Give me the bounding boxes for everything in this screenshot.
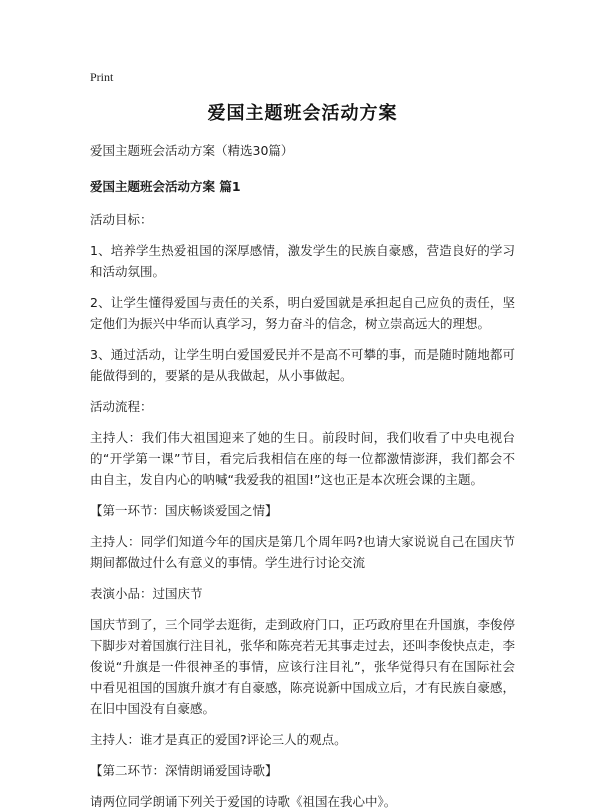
paragraph-host-question: 主持人：同学们知道今年的国庆是第几个周年吗?也请大家说说自己在国庆节期间都做过什么有意义的事情。学生进行讨论交流	[90, 534, 515, 570]
paragraph-objective-3: 3、通过活动，让学生明白爱国爱民并不是高不可攀的事，而是随时随地都可能做得到的，要紧的是从我做起，从小事做起。	[90, 347, 515, 383]
paragraph-stage-1-heading: 【第一环节：国庆畅谈爱国之情】	[90, 503, 278, 518]
paragraph-process-label: 活动流程：	[90, 399, 153, 414]
paragraph-stage-2-heading: 【第二环节：深情朗诵爱国诗歌】	[90, 763, 278, 778]
section-heading: 爱国主题班会活动方案 篇1	[90, 179, 241, 194]
paragraph-objective-1: 1、培养学生热爱祖国的深厚感情，激发学生的民族自豪感，营造良好的学习和活动氛围。	[90, 243, 515, 279]
paragraph-objectives-label: 活动目标：	[90, 212, 153, 227]
paragraph-objective-2: 2、让学生懂得爱国与责任的关系，明白爱国就是承担起自己应负的责任，坚定他们为振兴中华而认真学习，努力奋斗的信念，树立崇高远大的理想。	[90, 295, 515, 331]
paragraph-skit-story: 国庆节到了，三个同学去逛街，走到政府门口，正巧政府里在升国旗，李俊停下脚步对着国旗行注目礼，张华和陈亮若无其事走过去，还叫李俊快点走，李俊说“升旗是一件很神圣的事情，应该行注目礼”，张华觉得只有在国际社会中看见祖国的国旗升旗才有自豪感，陈亮说新中国成立后，才有民族自豪感，在旧中国没有自豪感。	[90, 617, 516, 716]
print-label: Print	[90, 70, 114, 84]
paragraph-host-comment: 主持人：谁才是真正的爱国?评论三人的观点。	[90, 732, 347, 747]
paragraph-skit-title: 表演小品：过国庆节	[90, 586, 203, 601]
page-title: 爱国主题班会活动方案	[207, 103, 398, 124]
document-subtitle: 爱国主题班会活动方案（精选30篇）	[90, 143, 294, 158]
paragraph-host-intro: 主持人：我们伟大祖国迎来了她的生日。前段时间，我们收看了中央电视台的“开学第一课”节目，看完后我相信在座的每一位都激情澎湃，我们都会不由自主，发自内心的呐喊“我爱我的祖国!”这也正是本次班会课的主题。	[90, 430, 515, 487]
paragraph-poem-reading: 请两位同学朗诵下列关于爱国的诗歌《祖国在我心中》。	[90, 794, 397, 809]
